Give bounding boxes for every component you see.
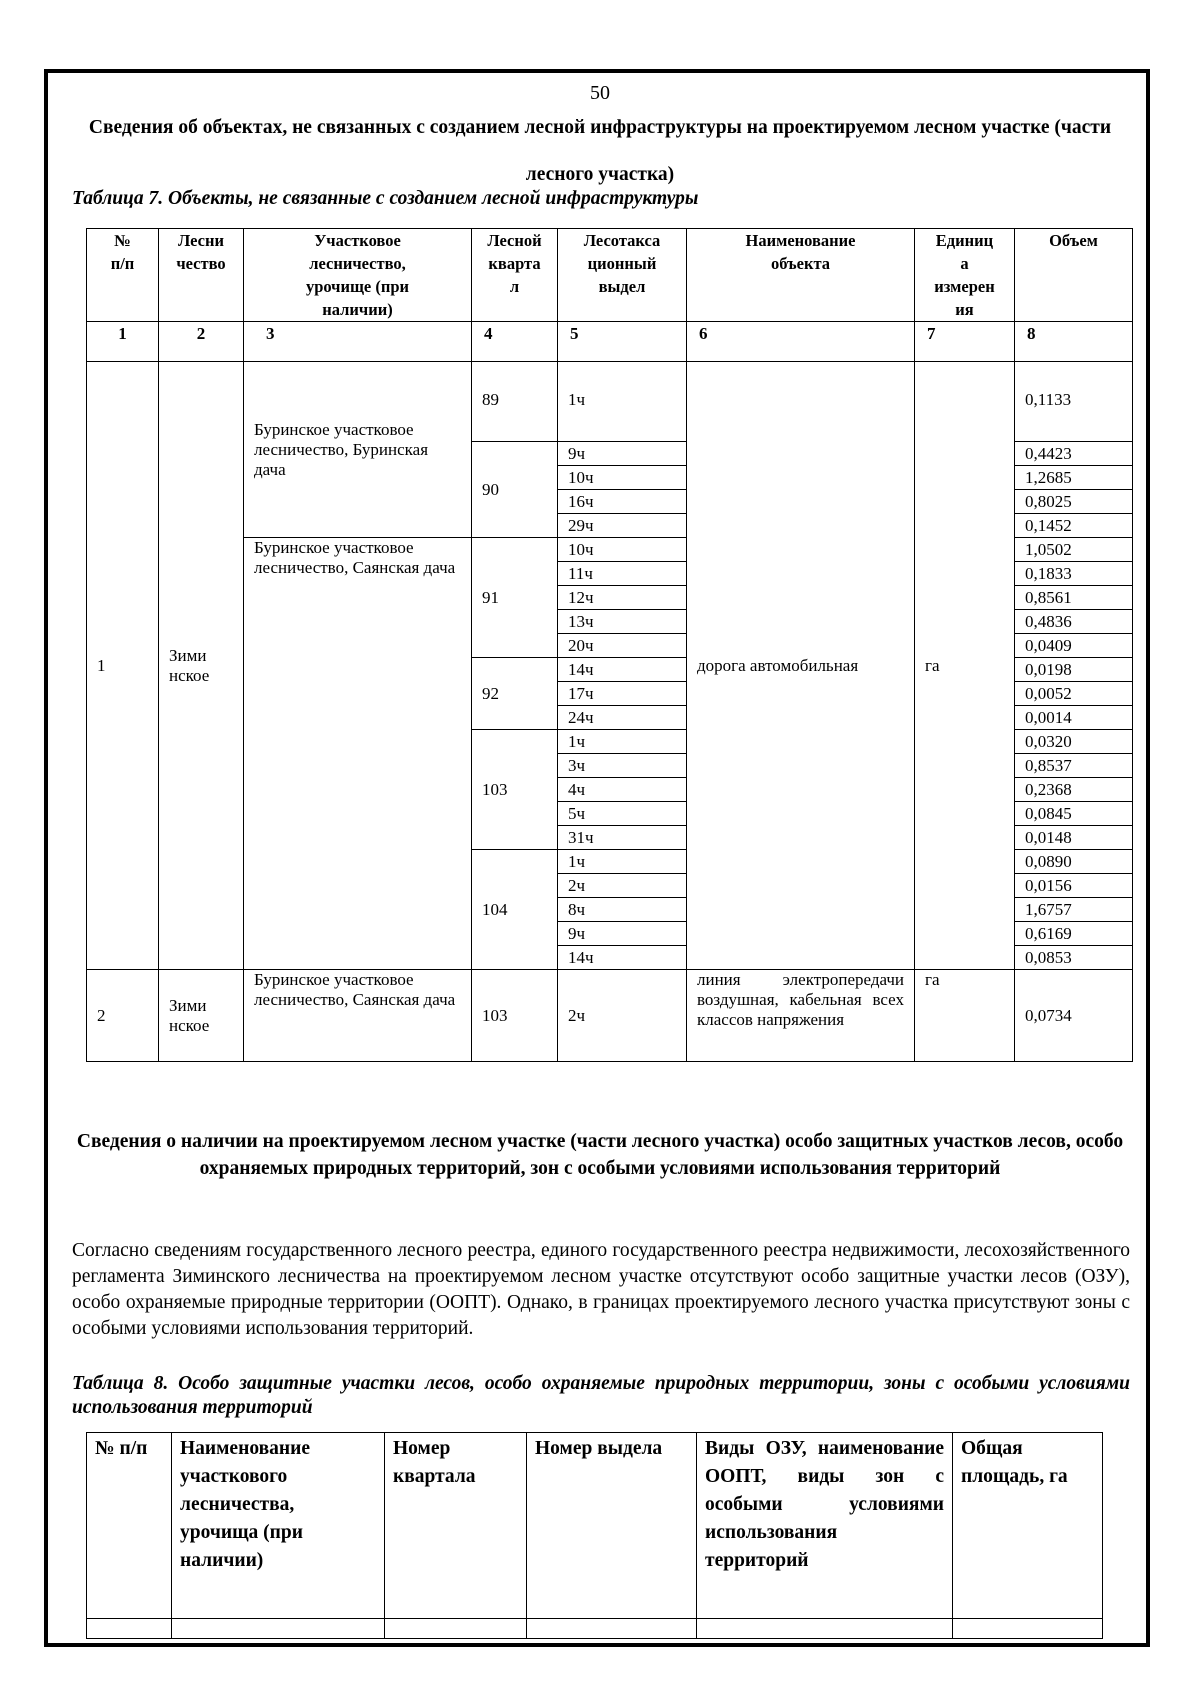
volume-cell: 0,2368 (1015, 778, 1133, 802)
t7-header-forestry: Лесни чество (159, 229, 244, 322)
t7-header-unit: Единиц а измерен ия (915, 229, 1015, 322)
quarter-cell: 90 (472, 442, 558, 538)
plot-cell: 11ч (558, 562, 687, 586)
plot-cell: 2ч (558, 874, 687, 898)
t8-cell (385, 1619, 527, 1639)
t7-header-object: Наименование объекта (687, 229, 915, 322)
row1-unit: га (915, 362, 1015, 970)
table-row (87, 970, 1133, 1062)
row2-plot: 2ч (558, 970, 687, 1062)
row2-forestry-text: Зими нское (169, 995, 210, 1035)
row2-forestry (159, 970, 244, 1062)
volume-cell: 0,4836 (1015, 610, 1133, 634)
t7-header-volume: Объем (1015, 229, 1133, 322)
paragraph: Согласно сведениям государственного лесного реестра, единого государственного реестра недвижимости, лесохозяйственного регламента Зиминского лесничества на проектируемом лесном участке отсутствуют особо защитные участки лесов (ОЗУ), особо охраняемые природные территории (ООПТ). Однако, в границах проектируемого лесного участка присутствуют зоны с особыми условиями использования территорий. (72, 1240, 1130, 1339)
plot-cell: 16ч (558, 490, 687, 514)
row2-num: 2 (87, 970, 159, 1062)
volume-cell: 0,1452 (1015, 514, 1133, 538)
volume-cell: 0,0198 (1015, 658, 1133, 682)
plot-cell: 4ч (558, 778, 687, 802)
t7-header-num: № п/п (87, 229, 159, 322)
plot-cell: 31ч (558, 826, 687, 850)
t8-cell (697, 1619, 953, 1639)
volume-cell: 0,0156 (1015, 874, 1133, 898)
table8 (86, 1432, 1103, 1639)
plot-cell: 20ч (558, 634, 687, 658)
row2-district: Буринское участковое лесничество, Саянская дача (244, 970, 472, 1062)
plot-cell: 1ч (558, 362, 687, 442)
volume-cell: 0,0148 (1015, 826, 1133, 850)
volume-cell: 0,6169 (1015, 922, 1133, 946)
page-number: 50 (590, 82, 610, 104)
t7-colnum: 4 (472, 322, 558, 362)
volume-cell: 0,1833 (1015, 562, 1133, 586)
volume-cell: 1,2685 (1015, 466, 1133, 490)
row2-volume: 0,0734 (1015, 970, 1133, 1062)
t7-colnum: 2 (159, 322, 244, 362)
table-row (87, 362, 1133, 442)
plot-cell: 3ч (558, 754, 687, 778)
row1-object: дорога автомобильная (687, 362, 915, 970)
t7-colnum: 5 (558, 322, 687, 362)
plot-cell: 9ч (558, 922, 687, 946)
t7-colnum: 8 (1015, 322, 1133, 362)
row2-quarter: 103 (472, 970, 558, 1062)
table7-caption: Таблица 7. Объекты, не связанные с созданием лесной инфраструктуры (72, 188, 699, 209)
row2-unit: га (915, 970, 1015, 1062)
volume-cell: 0,0890 (1015, 850, 1133, 874)
row1-forestry (159, 362, 244, 970)
t8-header-num: № п/п (87, 1433, 172, 1619)
plot-cell: 5ч (558, 802, 687, 826)
volume-cell: 0,0845 (1015, 802, 1133, 826)
plot-cell: 14ч (558, 946, 687, 970)
section2-title: Сведения о наличии на проектируемом лесном участке (части лесного участка) особо защитных участков лесов, особо охраняемых природных территорий, зон с особыми условиями использования территорий (76, 1131, 1124, 1179)
volume-cell: 0,4423 (1015, 442, 1133, 466)
quarter-cell: 91 (472, 538, 558, 658)
row2-object: линия электропередачи воздушная, кабельная всех классов напряжения (687, 970, 915, 1062)
table8-caption: Таблица 8. Особо защитные участки лесов, особо охраняемые природных территории, зоны с особыми условиями использования территорий (72, 1373, 1130, 1418)
quarter-cell: 92 (472, 658, 558, 730)
volume-cell: 0,1133 (1015, 362, 1133, 442)
plot-cell: 8ч (558, 898, 687, 922)
volume-cell: 0,8537 (1015, 754, 1133, 778)
t8-cell (172, 1619, 385, 1639)
t8-header-area: Общая площадь, га (953, 1433, 1103, 1619)
plot-cell: 1ч (558, 730, 687, 754)
row1-forestry-text: Зими нское (169, 645, 210, 685)
t7-colnum: 6 (687, 322, 915, 362)
plot-cell: 9ч (558, 442, 687, 466)
volume-cell: 0,0320 (1015, 730, 1133, 754)
t8-cell (87, 1619, 172, 1639)
volume-cell: 0,8561 (1015, 586, 1133, 610)
row1-district-a: Буринское участковое лесничество, Буринская дача (244, 362, 472, 538)
table7 (86, 228, 1133, 1062)
plot-cell: 24ч (558, 706, 687, 730)
t7-colnum: 3 (244, 322, 472, 362)
volume-cell: 1,0502 (1015, 538, 1133, 562)
section1-title: Сведения об объектах, не связанных с созданием лесной инфраструктуры на проектируемом лесном участке (части лесного участка) (88, 117, 1112, 185)
quarter-cell: 104 (472, 850, 558, 970)
t8-header-types: Виды ОЗУ, наименование ООПТ, виды зон с особыми условиями использования территорий (697, 1433, 953, 1619)
t8-header-district: Наименование участкового лесничества, урочища (при наличии) (172, 1433, 385, 1619)
volume-cell: 0,0052 (1015, 682, 1133, 706)
t7-header-plot: Лесотакса ционный выдел (558, 229, 687, 322)
t8-header-plot: Номер выдела (527, 1433, 697, 1619)
quarter-cell: 103 (472, 730, 558, 850)
volume-cell: 0,8025 (1015, 490, 1133, 514)
row1-district-b: Буринское участковое лесничество, Саянская дача (244, 538, 472, 970)
t7-colnum: 7 (915, 322, 1015, 362)
volume-cell: 0,0853 (1015, 946, 1133, 970)
volume-cell: 1,6757 (1015, 898, 1133, 922)
t7-header-district: Участковое лесничество, урочище (при наличии) (244, 229, 472, 322)
t8-cell (527, 1619, 697, 1639)
volume-cell: 0,0014 (1015, 706, 1133, 730)
volume-cell: 0,0409 (1015, 634, 1133, 658)
t7-header-quarter: Лесной кварта л (472, 229, 558, 322)
plot-cell: 12ч (558, 586, 687, 610)
plot-cell: 1ч (558, 850, 687, 874)
plot-cell: 13ч (558, 610, 687, 634)
row1-num: 1 (87, 362, 159, 970)
quarter-cell: 89 (472, 362, 558, 442)
t8-cell (953, 1619, 1103, 1639)
plot-cell: 17ч (558, 682, 687, 706)
t7-colnum: 1 (87, 322, 159, 362)
plot-cell: 10ч (558, 538, 687, 562)
plot-cell: 10ч (558, 466, 687, 490)
plot-cell: 14ч (558, 658, 687, 682)
plot-cell: 29ч (558, 514, 687, 538)
t8-header-quarter: Номер квартала (385, 1433, 527, 1619)
